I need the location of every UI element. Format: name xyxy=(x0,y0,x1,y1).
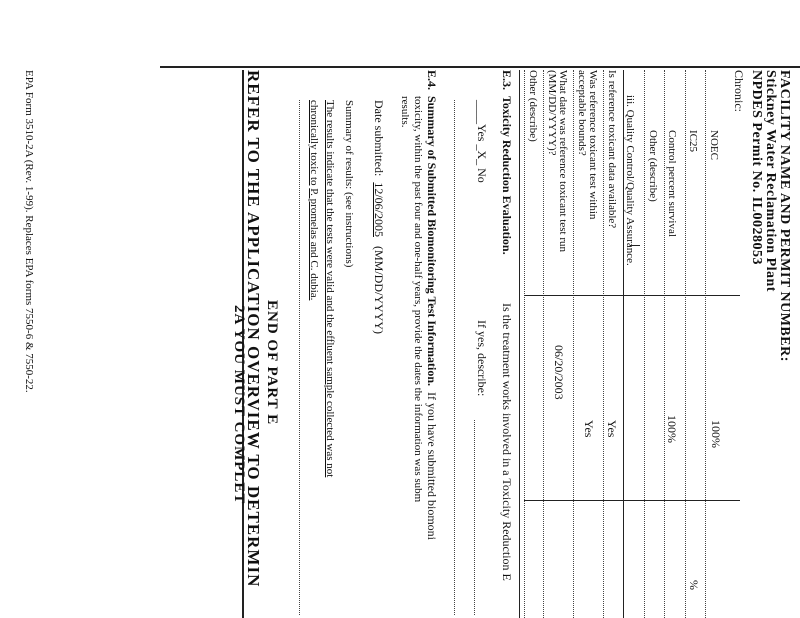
control-survival-value: 100% xyxy=(665,415,679,443)
e4-title: Summary of Submitted Biomonitoring Test Information. xyxy=(425,96,439,387)
qa-question-2a: Was reference toxicant test within xyxy=(587,70,599,220)
e4-instruction-1: If you have submitted biomoni xyxy=(425,392,439,541)
qa-question-3b: (MM/DD/YYYY)? xyxy=(546,70,558,156)
qa-question-4: Other (describe) xyxy=(527,70,539,142)
e4-summary-label: Summary of results: (see instructions) xyxy=(343,100,355,268)
e4-date-format: (MM/DD/YYYY) xyxy=(372,246,386,334)
qa-question-1: Is reference toxicant data available? xyxy=(606,70,618,229)
e3-question: Is the treatment works involved in a Toxicity Reduction E xyxy=(500,303,514,581)
noec-label: NOEC xyxy=(708,130,720,160)
other-describe-label: Other (describe) xyxy=(647,130,659,202)
end-of-part-e: END OF PART E xyxy=(264,300,280,426)
facility-name: Stickney Water Reclamation Plant xyxy=(763,70,778,292)
ic25-unit: % xyxy=(687,580,701,590)
qa-answer-3: 06/20/2003 xyxy=(552,345,566,400)
e3-title: Toxicity Reduction Evaluation. xyxy=(500,96,514,255)
refer-notice: REFER TO THE APPLICATION OVERVIEW TO DETERMIN xyxy=(244,70,263,588)
qa-question-2b: acceptable bounds? xyxy=(576,70,588,156)
e4-date-value[interactable]: 12/06/2005 xyxy=(372,182,386,237)
e4-date-label: Date submitted: xyxy=(372,100,386,177)
form-footer: EPA Form 3510-2A (Rev. 1-99). Replaces EPA forms 7550-6 & 7550-22. xyxy=(23,70,35,393)
qa-question-3a: What date was reference toxicant test run xyxy=(557,70,569,253)
qa-answer-1: Yes xyxy=(605,420,619,438)
e4-summary-line-2: chronically toxic to P. promelas and C. dubia. xyxy=(308,100,320,301)
e4-instruction-3: results. xyxy=(399,96,411,128)
control-survival-label: Control percent survival xyxy=(666,130,678,237)
e3-if-yes-label: If yes, describe: xyxy=(475,320,489,397)
e4-summary-line-1: The results indicate that the tests were valid and the effluent sample collected was not xyxy=(324,100,336,478)
e3-yes-option[interactable]: ____Yes _X_ No xyxy=(475,100,489,183)
e4-date-row xyxy=(372,100,385,334)
qa-answer-2: Yes xyxy=(582,420,596,438)
facility-header-label: FACILITY NAME AND PERMIT NUMBER: xyxy=(777,70,792,362)
noec-value: 100% xyxy=(709,420,723,448)
e4-instruction-2: toxicity, within the past four and one-half years, provide the dates the information was subm xyxy=(412,96,424,503)
e3-number: E.3. xyxy=(500,70,514,91)
permit-number: NPDES Permit No. IL0028053 xyxy=(749,70,764,265)
qa-heading: iii. Quality Control/Quality Assurance. xyxy=(624,95,636,266)
chronic-label: Chronic: xyxy=(732,70,746,112)
ic25-label: IC25 xyxy=(687,130,699,152)
e3-check-mark: X xyxy=(475,150,489,160)
e4-number: E.4. xyxy=(425,70,439,91)
refer-notice-2: 2A YOU MUST COMPLET xyxy=(231,305,247,505)
e4-header-line xyxy=(425,96,438,540)
